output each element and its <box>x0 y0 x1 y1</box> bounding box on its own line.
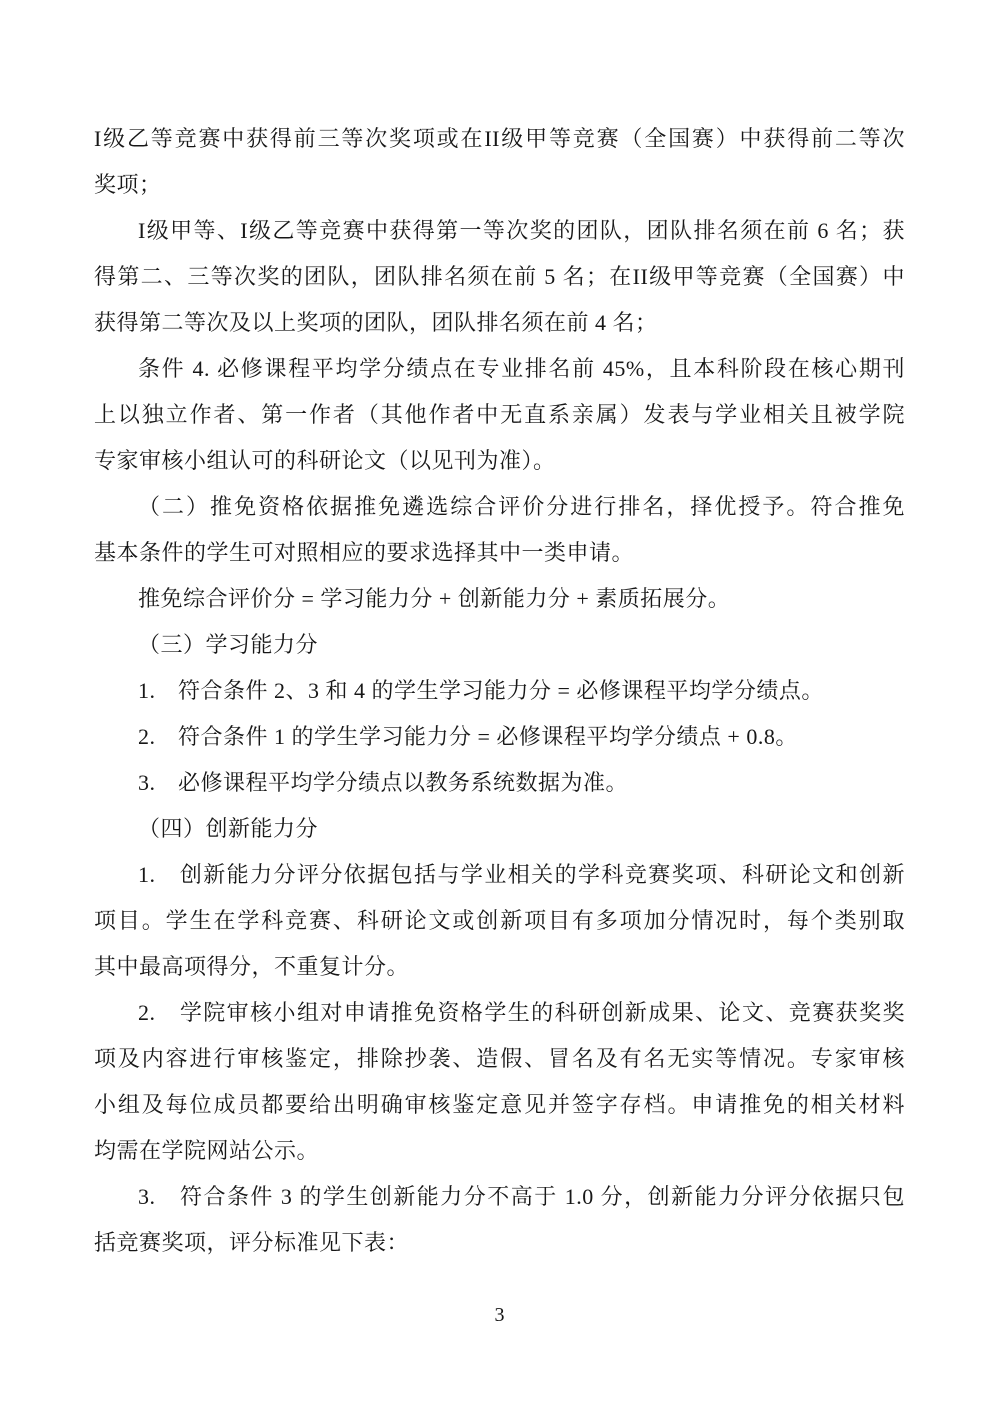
text-line: 推免综合评价分 = 学习能力分 + 创新能力分 + 素质拓展分。 <box>138 586 731 611</box>
list-item: 2. 学院审核小组对申请推免资格学生的科研创新成果、论文、竞赛获奖奖 <box>138 1000 905 1025</box>
text-line: （二）推免资格依据推免遴选综合评价分进行排名，择优授予。符合推免 <box>138 494 905 519</box>
list-item: 2. 符合条件 1 的学生学习能力分 = 必修课程平均学分绩点 + 0.8。 <box>138 724 798 749</box>
text-line: 条件 4. 必修课程平均学分绩点在专业排名前 45%，且本科阶段在核心期刊 <box>138 356 905 381</box>
text-line: 括竞赛奖项，评分标准见下表： <box>94 1230 410 1255</box>
text-line: 获得第二等次及以上奖项的团队，团队排名须在前 4 名； <box>94 310 658 335</box>
section-heading: （四）创新能力分 <box>138 816 319 841</box>
page-number: 3 <box>494 1304 505 1326</box>
text-line: 其中最高项得分，不重复计分。 <box>94 954 410 979</box>
text-line: 小组及每位成员都要给出明确审核鉴定意见并签字存档。申请推免的相关材料 <box>94 1092 905 1117</box>
list-item: 1. 符合条件 2、3 和 4 的学生学习能力分 = 必修课程平均学分绩点。 <box>138 678 824 703</box>
list-item: 1. 创新能力分评分依据包括与学业相关的学科竞赛奖项、科研论文和创新 <box>138 862 905 887</box>
text-line: 专家审核小组认可的科研论文（以见刊为准）。 <box>94 448 556 473</box>
text-line: 均需在学院网站公示。 <box>94 1138 320 1163</box>
text-line: 得第二、三等次奖的团队，团队排名须在前 5 名；在II级甲等竞赛（全国赛）中 <box>94 264 905 289</box>
section-heading: （三）学习能力分 <box>138 632 319 657</box>
text-line: 项目。学生在学科竞赛、科研论文或创新项目有多项加分情况时，每个类别取 <box>94 908 905 933</box>
text-line: 项及内容进行审核鉴定，排除抄袭、造假、冒名及有名无实等情况。专家审核 <box>94 1046 905 1071</box>
text-line: I级乙等竞赛中获得前三等次奖项或在II级甲等竞赛（全国赛）中获得前二等次 <box>94 126 905 151</box>
text-line: 奖项； <box>94 172 162 197</box>
text-line: 上以独立作者、第一作者（其他作者中无直系亲属）发表与学业相关且被学院 <box>94 402 905 427</box>
list-item: 3. 符合条件 3 的学生创新能力分不高于 1.0 分，创新能力分评分依据只包 <box>138 1184 905 1209</box>
list-item: 3. 必修课程平均学分绩点以教务系统数据为准。 <box>138 770 629 795</box>
document-body <box>94 116 905 1266</box>
text-line: 基本条件的学生可对照相应的要求选择其中一类申请。 <box>94 540 635 565</box>
text-line: I级甲等、I级乙等竞赛中获得第一等次奖的团队，团队排名须在前 6 名；获 <box>138 218 905 243</box>
